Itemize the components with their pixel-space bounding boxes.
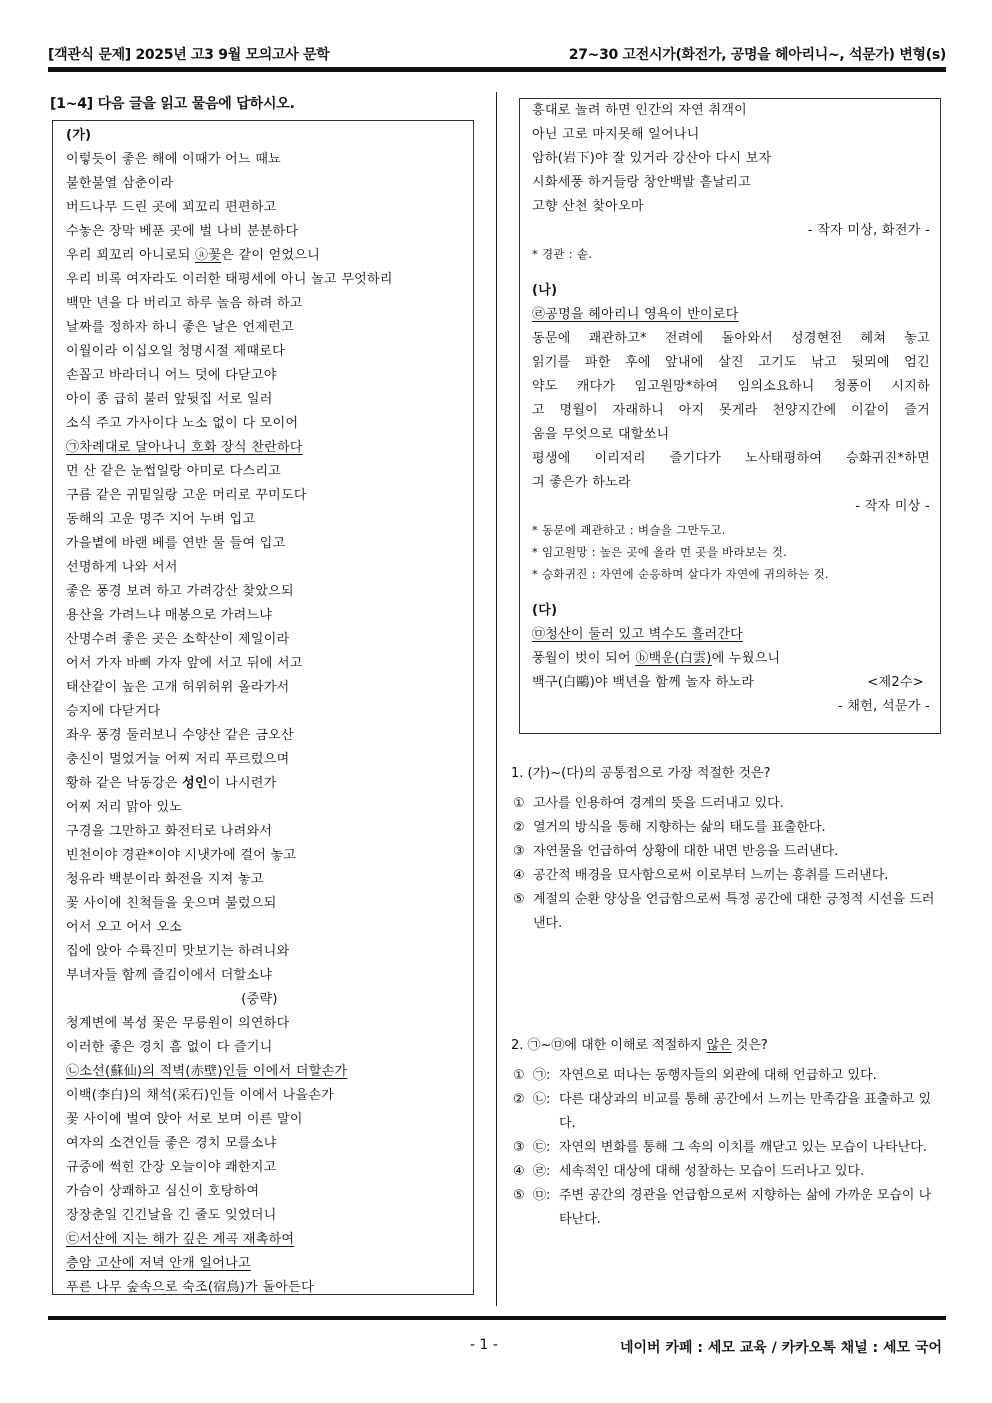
poem-line: 아닌 고로 마지못해 일어나니 <box>532 127 700 142</box>
passage-na-label: (나) <box>532 283 558 298</box>
question-2-option[interactable]: ⑤ ㉤: 주변 공간의 경관을 언급함으로써 지향하는 삶에 가까운 모습이 나타난다. <box>513 1188 932 1227</box>
poem-line: 수놓은 장막 베푼 곳에 벌 나비 분분하다 <box>66 224 299 239</box>
column-divider <box>496 92 497 1306</box>
instruction: [1~4] 다음 글을 읽고 물음에 답하시오. <box>50 96 295 112</box>
poem-line: 장장춘일 긴긴날을 긴 줄도 잊었더니 <box>66 1208 277 1223</box>
poem-line: 용산을 가려느냐 매봉으로 가려느냐 <box>66 608 273 623</box>
poem-line-underlined: 층암 고산에 저녁 안개 일어나고 <box>66 1256 251 1271</box>
poem-line: 흥대로 놀려 하면 인간의 자연 취객이 <box>532 103 748 118</box>
poem-line: 충신이 멀었거늘 어찌 저리 푸르렀으며 <box>66 752 290 767</box>
poem-line: 산명수려 좋은 곳은 소학산이 제일이라 <box>66 632 290 647</box>
page-header <box>48 40 946 66</box>
source-da: - 채헌, 석문가 - <box>837 699 930 714</box>
source-ga: - 작자 미상, 화전가 - <box>807 223 930 238</box>
poem-line: 규중에 썩힌 간장 오늘이야 쾌한지고 <box>66 1160 277 1175</box>
marker-a: ⓐ꽃 <box>195 248 222 263</box>
poem-line: 구름 같은 귀밑일랑 고운 머리로 꾸미도다 <box>66 488 307 503</box>
poem-line: 읽기를 파한 후에 앞내에 살진 고기도 낚고 뒷뫼에 엄긴 <box>532 355 930 370</box>
poem-line: 구경을 그만하고 화전터로 나려와서 <box>66 824 273 839</box>
poem-line: 긔 좋은가 하노라 <box>532 475 631 490</box>
poem-line: 어서 오고 어서 오소 <box>66 920 183 935</box>
poem-line: 이월이라 이십오일 청명시절 제때로다 <box>66 344 286 359</box>
poem-line: 이렇듯이 좋은 해에 이때가 어느 때뇨 <box>66 152 282 167</box>
poem-line: 소식 주고 가사이다 노소 없이 다 모이어 <box>66 416 299 431</box>
questions-area <box>511 762 941 1232</box>
poem-line: 좌우 풍경 둘러보니 수양산 같은 금오산 <box>66 728 294 743</box>
poem-line-underlined: ㉤청산이 둘러 있고 벽수도 흘러간다 <box>532 627 744 642</box>
poem-line: 풍월이 벗이 되어 ⓑ백운(白雲)에 누웠으니 <box>532 651 781 666</box>
poem-line: 고향 산천 찾아오마 <box>532 199 644 214</box>
marker-b: ⓑ백운(白雲) <box>635 651 712 666</box>
header-left-title: [객관식 문제] 2025년 고3 9월 모의고사 문학 <box>48 47 330 63</box>
question-2-option[interactable]: ① ㉠: 자연으로 떠나는 동행자들의 외관에 대해 언급하고 있다. <box>513 1068 877 1083</box>
poem-line: 푸른 나무 숲속으로 숙조(宿鳥)가 돌아든다 <box>66 1280 314 1295</box>
poem-line: 승지에 다닫거다 <box>66 704 161 719</box>
poem-line-underlined: ㉣공명을 헤아리니 영욕이 반이로다 <box>532 307 739 322</box>
passage-ga-label: (가) <box>66 128 92 143</box>
poem-line: 어서 가자 바삐 가자 앞에 서고 뒤에 서고 <box>66 656 303 671</box>
poem-line: 동문에 괘관하고* 전려에 돌아와서 성경현전 헤쳐 놓고 <box>532 331 930 346</box>
poem-line: 선명하게 나와 서서 <box>66 560 178 575</box>
poem-line: 집에 앉아 수륙진미 맛보기는 하려니와 <box>66 944 290 959</box>
poem-line-underlined: ㉢서산에 지는 해가 깊은 계곡 재촉하여 <box>66 1232 295 1247</box>
poem-line: 가슴이 상쾌하고 심신이 호탕하여 <box>66 1184 260 1199</box>
question-2-option[interactable]: ② ㉡: 다른 대상과의 비교를 통해 공간에서 느끼는 만족감을 표출하고 있다. <box>513 1092 932 1131</box>
poem-line: 이러한 좋은 경치 흠 없이 다 즐기니 <box>66 1040 273 1055</box>
poem-line: 이백(李白)의 채석(采石)인들 이에서 나을손가 <box>66 1088 334 1103</box>
header-rule <box>48 67 946 72</box>
passage-right-box <box>519 98 941 734</box>
passage-da-label: (다) <box>532 603 558 618</box>
question-1-option[interactable]: ① 고사를 인용하여 경계의 뜻을 드러내고 있다. <box>513 796 784 811</box>
footnote: * 동문에 괘관하고 : 벼슬을 그만두고. <box>532 523 726 537</box>
poem-line: 암하(岩下)야 잘 있거라 강산아 다시 보자 <box>532 151 772 166</box>
question-1-stem: 1. (가)~(다)의 공통점으로 가장 적절한 것은? <box>511 766 771 781</box>
footnote: * 승화귀진 : 자연에 순응하며 살다가 자연에 귀의하는 것. <box>532 567 829 581</box>
header-right-title: 27~30 고전시가(화전가, 공명을 헤아리니~, 석문가) 변형(s) <box>568 47 946 63</box>
question-1-option[interactable]: ② 열거의 방식을 통해 지향하는 삶의 태도를 표출한다. <box>513 820 826 835</box>
poem-line: 날짜를 정하자 하니 좋은 날은 언제런고 <box>66 320 294 335</box>
question-2-stem: 2. ㉠~㉤에 대한 이해로 적절하지 않은 것은? <box>511 1038 768 1053</box>
poem-line: 여자의 소견인들 좋은 경치 모를소냐 <box>66 1136 277 1151</box>
stanza-tag: <제2수> <box>867 675 924 690</box>
poem-line: 약도 캐다가 임고원망*하여 임의소요하니 청풍이 시지하 <box>532 379 930 394</box>
poem-line: 꽃 사이에 벌여 앉아 서로 보며 이른 말이 <box>66 1112 303 1127</box>
poem-line: 청유라 백분이라 화전을 지져 놓고 <box>66 872 264 887</box>
footnote: * 임고원망 : 높은 곳에 올라 먼 곳을 바라보는 것. <box>532 545 788 559</box>
footer-credit: 네이버 카페 : 세모 교육 / 카카오톡 채널 : 세모 국어 <box>619 1340 942 1356</box>
question-2-option[interactable]: ④ ㉣: 세속적인 대상에 대해 성찰하는 모습이 드러나고 있다. <box>513 1164 865 1179</box>
page-number: - 1 - <box>470 1337 498 1353</box>
footer-rule <box>48 1316 946 1320</box>
poem-line: 빈천이야 경관*이야 시냇가에 걸어 놓고 <box>66 848 297 863</box>
poem-line: 움을 무엇으로 대할쏘니 <box>532 427 670 442</box>
question-1-option[interactable]: ④ 공간적 배경을 묘사함으로써 이로부터 느끼는 흥취를 드러낸다. <box>513 868 889 883</box>
question-2-option[interactable]: ③ ㉢: 자연의 변화를 통해 그 속의 이치를 깨닫고 있는 모습이 나타난다. <box>513 1140 927 1155</box>
question-1-option[interactable]: ⑤ 계절의 순환 양상을 언급함으로써 특정 공간에 대한 긍정적 시선을 드러낸다. <box>513 892 935 931</box>
poem-line: 황하 같은 낙동강은 성인이 나시련가 <box>66 776 277 791</box>
poem-line: 먼 산 같은 눈썹일랑 아미로 다스리고 <box>66 464 282 479</box>
poem-line: 어찌 저리 맑아 있노 <box>66 800 183 815</box>
bold-word: 성인 <box>182 776 208 791</box>
omission-mark: (중략) <box>241 992 278 1007</box>
footnote: * 경관 : 솥. <box>532 247 593 261</box>
poem-line: 꽃 사이에 친척들을 웃으며 불렀으되 <box>66 896 277 911</box>
poem-line-underlined: ㉡소선(蘇仙)의 적벽(赤壁)인들 이에서 더할손가 <box>66 1064 348 1079</box>
poem-line: 고 명월이 자래하니 아지 못게라 천양지간에 이같이 즐거 <box>532 403 930 418</box>
poem-line: 아이 종 급히 불러 앞뒷집 서로 일러 <box>66 392 273 407</box>
poem-line: 평생에 이리저리 즐기다가 노사태평하여 승화귀진*하면 <box>532 451 930 466</box>
poem-line: 시화세풍 하거들랑 창안백발 흩날리고 <box>532 175 752 190</box>
poem-line: 부녀자들 함께 즐김이에서 더할소냐 <box>66 968 273 983</box>
poem-line-underlined: ㉠차례대로 달아나니 호화 장식 찬란하다 <box>66 440 303 455</box>
poem-line: 우리 비록 여자라도 이러한 태평세에 아니 놀고 무엇하리 <box>66 272 393 287</box>
poem-line: 청계변에 복성 꽃은 무릉원이 의연하다 <box>66 1016 290 1031</box>
source-na: - 작자 미상 - <box>855 499 930 514</box>
poem-line: 백만 년을 다 버리고 하루 놀음 하려 하고 <box>66 296 303 311</box>
poem-line: 우리 꾀꼬리 아니로되 ⓐ꽃은 같이 얻었으니 <box>66 248 321 263</box>
poem-line: 버드나무 드린 곳에 꾀꼬리 편편하고 <box>66 200 277 215</box>
passage-ga-box <box>52 120 474 1295</box>
poem-line: 태산같이 높은 고개 허위허위 올라가서 <box>66 680 290 695</box>
poem-line: 손꼽고 바라더니 어느 덧에 다닫고야 <box>66 368 277 383</box>
poem-line: 가을볕에 바랜 베를 연반 물 들여 입고 <box>66 536 286 551</box>
poem-line: 불한불열 삼춘이라 <box>66 176 174 191</box>
poem-line: 백구(白鷗)야 백년을 함께 놀자 하노라 <제2수> <box>532 671 940 695</box>
poem-line: 좋은 풍경 보려 하고 가려강산 찾았으되 <box>66 584 294 599</box>
poem-line: 동해의 고운 명주 지어 누벼 입고 <box>66 512 256 527</box>
question-1-option[interactable]: ③ 자연물을 언급하여 상황에 대한 내면 반응을 드러낸다. <box>513 844 839 859</box>
